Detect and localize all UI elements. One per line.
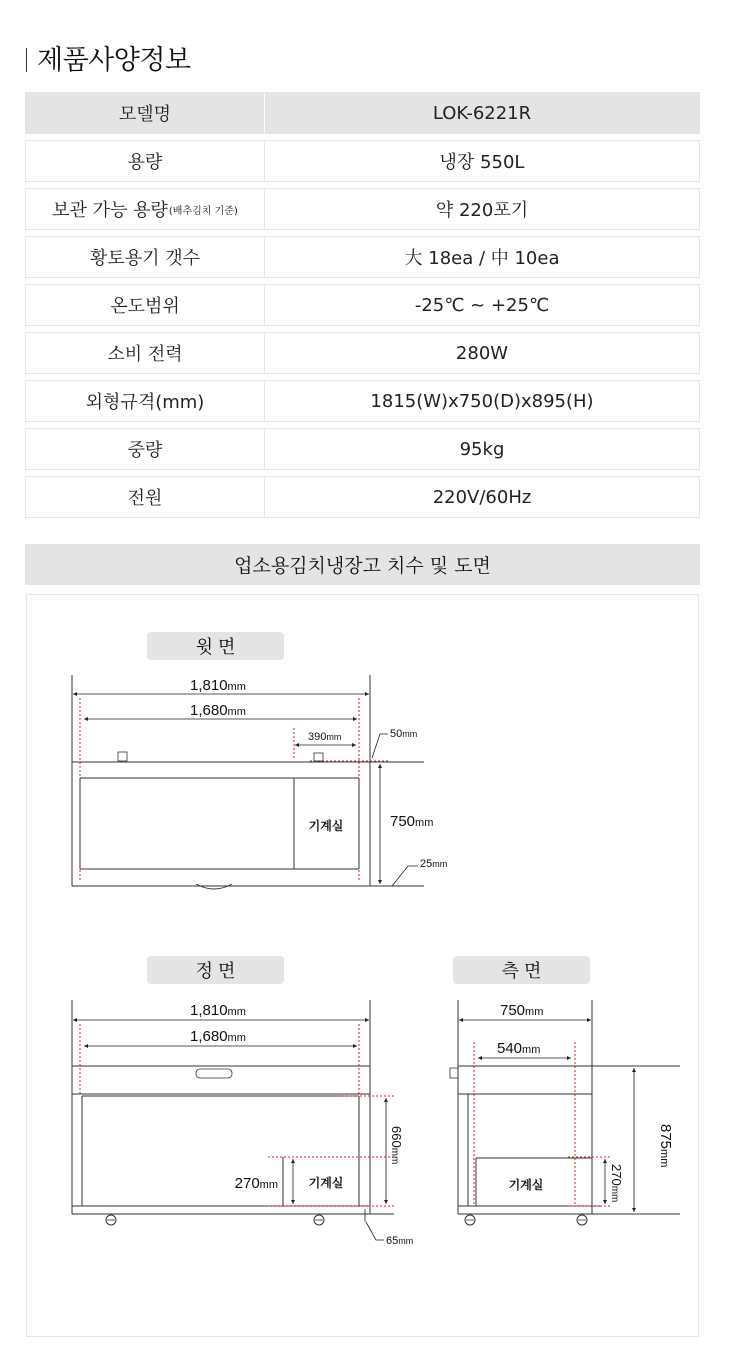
front-dim-65: 65mm — [386, 1235, 414, 1247]
spec-label: 외형규격(mm) — [26, 381, 265, 421]
top-view-label: 윗 면 — [195, 637, 236, 657]
spec-label: 용량 — [26, 141, 265, 181]
side-dim-270: 270mm — [609, 1164, 624, 1203]
spec-value: 약 220포기 — [435, 200, 529, 221]
spec-label: 전원 — [26, 477, 265, 517]
front-view-label: 정 면 — [195, 961, 236, 981]
top-dim-inner: 1,680mm — [190, 702, 246, 719]
spec-label: 보관 가능 용량 — [52, 200, 168, 221]
spec-label: 소비 전력 — [26, 333, 265, 373]
side-view — [450, 956, 680, 1225]
top-machine-room: 기계실 — [308, 819, 344, 833]
side-dim-outer: 750mm — [500, 1002, 544, 1019]
top-dim-50: 50mm — [390, 728, 418, 740]
top-dim-outer: 1,810mm — [190, 677, 246, 694]
top-dim-25: 25mm — [420, 858, 448, 870]
spec-value: -25℃ ~ +25℃ — [414, 294, 550, 316]
top-view — [72, 632, 447, 889]
spec-value: 95kg — [459, 438, 505, 460]
top-dim-depth: 750mm — [390, 813, 434, 830]
page-title-text: 제품사양정보 — [37, 45, 191, 76]
side-view-label: 측 면 — [501, 961, 542, 981]
spec-label-note: (배추김치 기준) — [168, 205, 238, 217]
front-dim-660: 660mm — [389, 1126, 404, 1165]
spec-value: 220V/60Hz — [432, 486, 532, 508]
spec-label: 황토용기 갯수 — [26, 237, 265, 277]
side-dim-875: 875mm — [657, 1124, 674, 1168]
front-dim-outer: 1,810mm — [190, 1002, 246, 1019]
spec-label: 온도범위 — [26, 285, 265, 325]
drawing-section-title: 업소용김치냉장고 치수 및 도면 — [25, 544, 700, 585]
spec-value: 냉장 550L — [439, 152, 525, 173]
front-dim-inner: 1,680mm — [190, 1028, 246, 1045]
spec-value: 1815(W)x750(D)x895(H) — [370, 390, 594, 412]
spec-label: 중량 — [26, 429, 265, 469]
spec-value: 280W — [455, 342, 509, 364]
spec-label: 모델명 — [26, 93, 265, 133]
spec-value: 大 18ea / 中 10ea — [404, 248, 560, 269]
front-view — [72, 956, 413, 1247]
spec-value: LOK-6221R — [432, 102, 532, 124]
front-machine-room: 기계실 — [308, 1176, 344, 1190]
side-machine-room: 기계실 — [508, 1178, 544, 1192]
front-dim-270: 270mm — [234, 1175, 278, 1192]
side-dim-inner: 540mm — [497, 1040, 541, 1057]
top-dim-machine: 390mm — [308, 731, 342, 743]
